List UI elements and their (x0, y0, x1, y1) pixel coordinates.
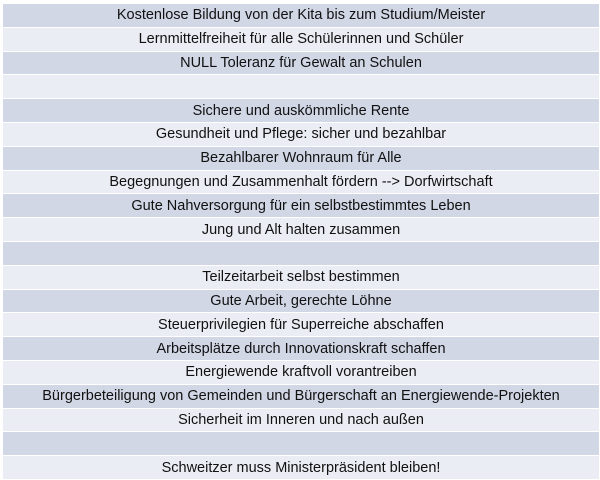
table-row (3, 99, 599, 123)
table-row (3, 122, 599, 146)
table-row (3, 146, 599, 170)
table-cell: Lernmittelfreiheit für alle Schülerinnen und Schüler (3, 27, 599, 51)
table-cell (3, 432, 599, 456)
table-row (3, 170, 599, 194)
table-cell: Gesundheit und Pflege: sicher und bezahlbar (3, 122, 599, 146)
table-cell: Sichere und auskömmliche Rente (3, 99, 599, 123)
policy-table (3, 3, 599, 480)
table-row (3, 265, 599, 289)
table-cell: Steuerprivilegien für Superreiche abschaffen (3, 313, 599, 337)
table-cell: Begegnungen und Zusammenhalt fördern --> Dorfwirtschaft (3, 170, 599, 194)
table-cell (3, 75, 599, 99)
table-row (3, 337, 599, 361)
table-row-empty (3, 75, 599, 99)
table-row (3, 360, 599, 384)
policy-table-body (3, 4, 599, 480)
table-row (3, 218, 599, 242)
table-row-empty (3, 241, 599, 265)
table-cell: Jung und Alt halten zusammen (3, 218, 599, 242)
table-cell: NULL Toleranz für Gewalt an Schulen (3, 51, 599, 75)
table-cell: Energiewende kraftvoll vorantreiben (3, 360, 599, 384)
table-row (3, 27, 599, 51)
table-cell: Gute Nahversorgung für ein selbstbestimmtes Leben (3, 194, 599, 218)
table-cell: Schweitzer muss Ministerpräsident bleiben! (3, 456, 599, 480)
table-cell: Arbeitsplätze durch Innovationskraft schaffen (3, 337, 599, 361)
table-row (3, 456, 599, 480)
table-row (3, 408, 599, 432)
table-cell: Bürgerbeteiligung von Gemeinden und Bürgerschaft an Energiewende-Projekten (3, 384, 599, 408)
table-row (3, 289, 599, 313)
table-row-empty (3, 432, 599, 456)
table-row (3, 313, 599, 337)
table-cell: Bezahlbarer Wohnraum für Alle (3, 146, 599, 170)
table-cell: Gute Arbeit, gerechte Löhne (3, 289, 599, 313)
table-cell: Teilzeitarbeit selbst bestimmen (3, 265, 599, 289)
table-row (3, 51, 599, 75)
table-row (3, 384, 599, 408)
table-cell (3, 241, 599, 265)
table-cell: Sicherheit im Inneren und nach außen (3, 408, 599, 432)
table-row (3, 4, 599, 28)
table-cell: Kostenlose Bildung von der Kita bis zum Studium/Meister (3, 4, 599, 28)
table-row (3, 194, 599, 218)
